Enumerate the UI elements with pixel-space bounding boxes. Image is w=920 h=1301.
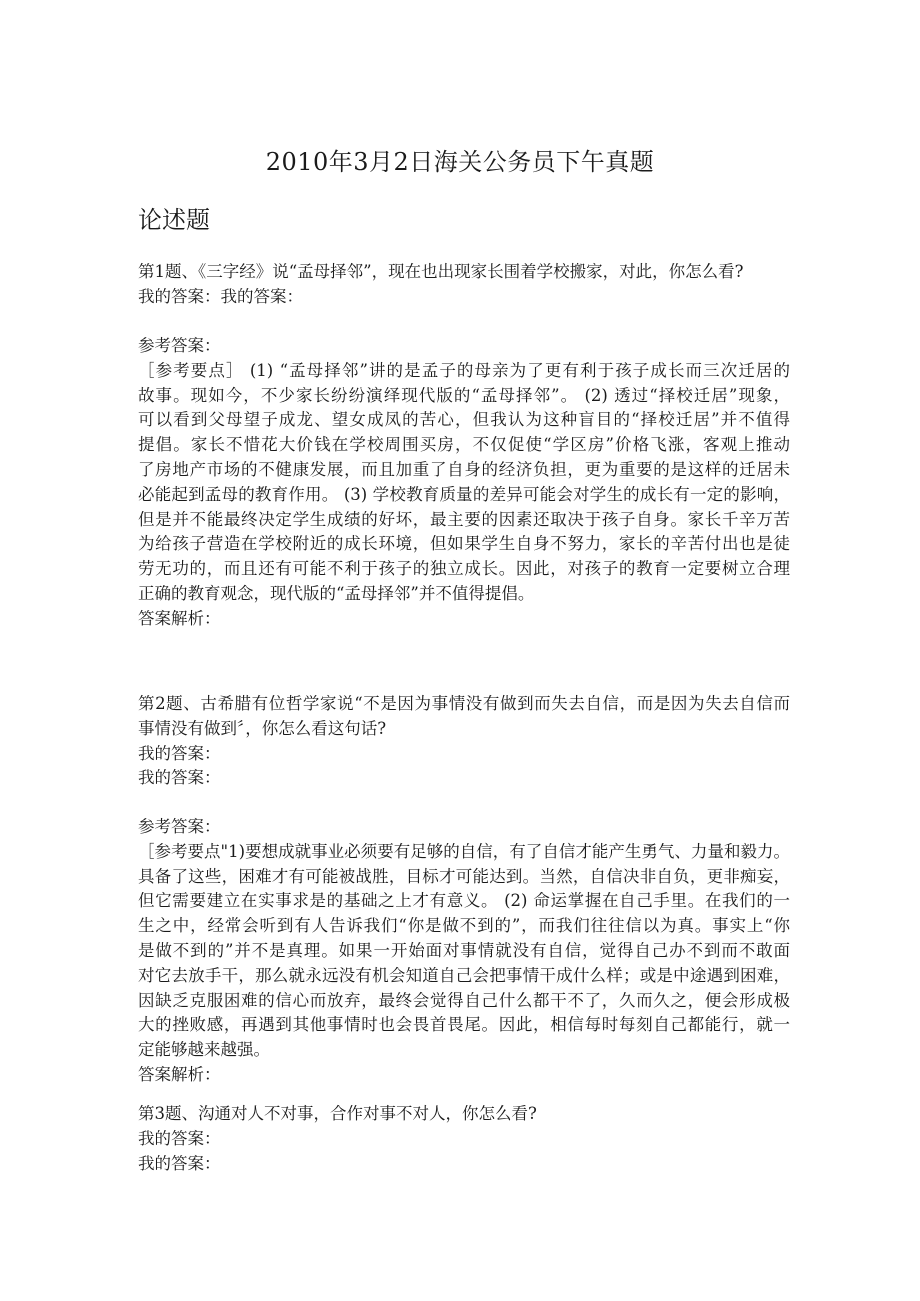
answer-analysis-label: 答案解析： (138, 1064, 221, 1084)
reference-answer-label: 参考答案： (138, 817, 221, 836)
question-1-text: 第1题、《三字经》说“孟母择邻”，现在也出现家长围着学校搬家，对此，你怎么看? (138, 262, 744, 281)
question-2-my-answer: 我的答案： (138, 768, 221, 788)
question-3-text: 第3题、沟通对人不对事，合作对事不对人，你怎么看? (138, 1104, 537, 1123)
reference-answer-line: 生之中，经常会听到有人告诉我们“你是做不到的”，而我们往往信以为真。事实上“你 (138, 916, 790, 936)
reference-answer-line: 了房地产市场的不健康发展，而且加重了自身的经济负担，更为重要的是这样的迁居未 (138, 459, 790, 479)
reference-answer-line: 定能够越来越强。 (138, 1040, 270, 1060)
question-2-text-line: 事情没有做到〞，你怎么看这句话? (138, 718, 387, 738)
reference-answer-line: 是做不到的”并不是真理。如果一开始面对事情就没有自信，觉得自己办不到而不敢面 (138, 940, 790, 960)
document-title: 2010年3月2日海关公务员下午真题 (265, 148, 655, 176)
reference-answer-line: 可以看到父母望子成龙、望女成凤的苦心，但我认为这种盲目的“择校迁居”并不值得 (138, 410, 790, 430)
section-heading: 论述题 (138, 206, 210, 234)
reference-answer-line: 必能起到孟母的教育作用。 (3) 学校教育质量的差异可能会对学生的成长有一定的影响， (138, 484, 790, 504)
question-1-reference (138, 334, 790, 632)
reference-answer-line: 对它去放手干，那么就永远没有机会知道自己会把事情干成什么样；或是中途遇到困难， (138, 965, 790, 985)
question-3-my-answer: 我的答案： (138, 1153, 221, 1173)
question-2-reference (138, 815, 790, 1088)
reference-answer-line: 但它需要建立在实事求是的基础之上才有意义。 (2) 命运掌握在自己手里。在我们的一 (138, 891, 790, 911)
question-3-block (138, 1102, 790, 1176)
question-2-block (138, 692, 790, 791)
reference-answer-line: 劳无功的，而且还有可能不利于孩子的独立成长。因此，对孩子的教育一定要树立合理 (138, 559, 790, 579)
reference-answer-line: 但是并不能最终决定学生成绩的好坏，最主要的因素还取决于孩子自身。家长千辛万苦 (138, 509, 790, 529)
reference-answer-line: 提倡。家长不惜花大价钱在学校周围买房，不仅促使“学区房”价格飞涨，客观上推动 (138, 435, 790, 455)
answer-analysis-label: 答案解析： (138, 608, 221, 628)
reference-answer-line: 大的挫败感，再遇到其他事情时也会畏首畏尾。因此，相信每时每刻自己都能行，就一 (138, 1015, 790, 1035)
reference-answer-line: 故事。现如今，不少家长纷纷演绎现代版的“孟母择邻”。 (2) 透过“择校迁居”现象， (138, 385, 790, 405)
question-1-my-answer: 我的答案：我的答案： (138, 286, 303, 306)
reference-answer-line: 因缺乏克服困难的信心而放弃，最终会觉得自己什么都干不了，久而久之，便会形成极 (138, 990, 790, 1010)
question-1-block (138, 260, 790, 310)
question-2-text-line: 第2题、古希腊有位哲学家说“不是因为事情没有做到而失去自信，而是因为失去自信而 (138, 694, 790, 713)
reference-answer-label: 参考答案： (138, 336, 221, 355)
reference-answer-line: 具备了这些，困难才有可能被战胜，目标才可能达到。当然，自信决非自负，更非痴妄， (138, 866, 790, 886)
question-3-my-answer: 我的答案： (138, 1128, 221, 1148)
reference-answer-line: ［参考要点"1)要想成就事业必须要有足够的自信，有了自信才能产生勇气、力量和毅力。 (138, 841, 790, 861)
question-2-my-answer: 我的答案： (138, 743, 221, 763)
reference-answer-line: ［参考要点］ (1) “孟母择邻”讲的是孟子的母亲为了更有利于孩子成长而三次迁居的 (138, 360, 790, 380)
reference-answer-line: 正确的教育观念，现代版的“孟母择邻”并不值得提倡。 (138, 583, 535, 603)
reference-answer-line: 为给孩子营造在学校附近的成长环境，但如果学生自身不努力，家长的辛苦付出也是徒 (138, 534, 790, 554)
